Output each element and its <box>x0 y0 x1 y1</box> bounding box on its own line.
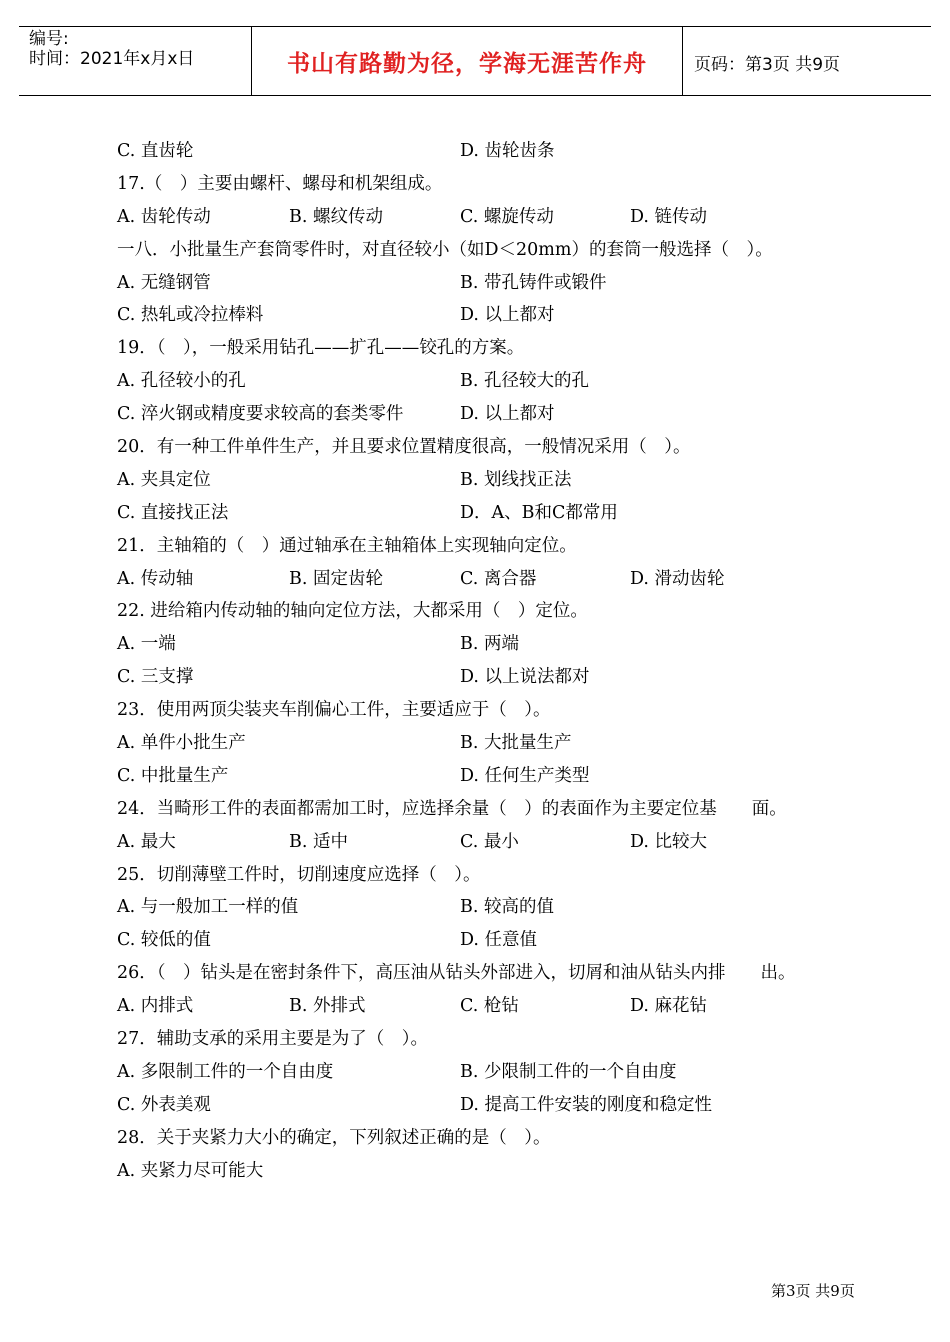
option-row <box>117 891 907 924</box>
option-row <box>117 497 907 530</box>
option-row <box>117 727 907 760</box>
option: A. 夹具定位 <box>117 469 211 490</box>
option: C. 较低的值 <box>117 930 211 951</box>
option: A. 齿轮传动 <box>117 206 211 227</box>
option: A. 单件小批生产 <box>117 733 246 754</box>
question-stem: 17.（ ）主要由螺杆、螺母和机架组成。 <box>117 173 443 194</box>
option: B. 孔径较大的孔 <box>460 371 589 392</box>
option: C. 外表美观 <box>117 1094 211 1115</box>
option-row <box>117 760 907 793</box>
option: C. 螺旋传动 <box>460 206 554 227</box>
option-row <box>117 135 907 168</box>
option: B. 两端 <box>460 634 519 655</box>
option: B. 固定齿轮 <box>289 568 383 589</box>
option: A. 多限制工件的一个自由度 <box>117 1061 334 1082</box>
option: A. 与一般加工一样的值 <box>117 897 299 918</box>
option: D. 任意值 <box>460 930 538 951</box>
option: C. 淬火钢或精度要求较高的套类零件 <box>117 404 404 425</box>
option: A. 内排式 <box>117 996 194 1017</box>
header-left <box>29 29 194 69</box>
option-row <box>117 299 907 332</box>
time-label: 时间：2021年x月x日 <box>29 49 195 69</box>
option: C. 离合器 <box>460 568 537 589</box>
question-stem: 26．（ ）钻头是在密封条件下，高压油从钻头外部进入，切屑和油从钻头内排 出。 <box>117 963 796 984</box>
option: B. 大批量生产 <box>460 733 572 754</box>
option-row <box>117 201 907 234</box>
option: C. 热轧或冷拉棒料 <box>117 305 264 326</box>
question-stem: 20．有一种工件单件生产，并且要求位置精度很高，一般情况采用（ ）。 <box>117 437 691 458</box>
option: D. 任何生产类型 <box>460 765 590 786</box>
option: D. 比较大 <box>630 831 708 852</box>
option-row <box>117 990 907 1023</box>
option: C. 直齿轮 <box>117 141 194 161</box>
option: D. 滑动齿轮 <box>630 568 725 589</box>
option-row <box>117 826 907 859</box>
option: A. 无缝钢管 <box>117 272 211 293</box>
header-page-label: 页码：第3页 共9页 <box>694 55 841 75</box>
question-stem: 23．使用两顶尖装夹车削偏心工件，主要适应于（ ）。 <box>117 700 551 721</box>
option: B. 带孔铸件或锻件 <box>460 272 607 293</box>
option-row <box>117 398 907 431</box>
option: D. 麻花钻 <box>630 996 708 1017</box>
option-row <box>117 464 907 497</box>
question-stem: 27．辅助支承的采用主要是为了（ ）。 <box>117 1029 429 1050</box>
question-list <box>117 135 907 1188</box>
option: C. 最小 <box>460 831 519 852</box>
option: B. 少限制工件的一个自由度 <box>460 1061 677 1082</box>
option: B. 螺纹传动 <box>289 206 383 227</box>
option: B. 较高的值 <box>460 897 554 918</box>
option: C. 枪钻 <box>460 996 519 1017</box>
option-row <box>117 267 907 300</box>
option: D. 齿轮齿条 <box>460 141 555 161</box>
option-row <box>117 1089 907 1122</box>
option: D. 以上说法都对 <box>460 667 590 688</box>
option-row <box>117 563 907 596</box>
option: D. 提高工件安装的刚度和稳定性 <box>460 1094 713 1115</box>
option-row <box>117 924 907 957</box>
option: D. 以上都对 <box>460 404 555 425</box>
option: A. 夹紧力尽可能大 <box>117 1160 264 1181</box>
question-stem: 一八．小批量生产套筒零件时，对直径较小（如D＜20mm）的套筒一般选择（ ）。 <box>117 239 773 260</box>
serial-label: 编号: <box>29 29 69 49</box>
page-header <box>19 26 931 96</box>
option-row <box>117 1056 907 1089</box>
option-row <box>117 661 907 694</box>
option: A. 孔径较小的孔 <box>117 371 246 392</box>
option-row <box>117 365 907 398</box>
option: B. 划线找正法 <box>460 469 572 490</box>
option: A. 一端 <box>117 634 176 655</box>
option-row <box>117 628 907 661</box>
question-stem: 22. 进给箱内传动轴的轴向定位方法，大都采用（ ）定位。 <box>117 601 588 622</box>
question-stem: 28．关于夹紧力大小的确定，下列叙述正确的是（ ）。 <box>117 1127 551 1148</box>
question-stem: 19．（ ），一般采用钻孔——扩孔——铰孔的方案。 <box>117 338 525 359</box>
option: C. 直接找正法 <box>117 502 229 523</box>
question-stem: 21．主轴箱的（ ）通过轴承在主轴箱体上实现轴向定位。 <box>117 535 577 556</box>
question-stem: 24．当畸形工件的表面都需加工时，应选择余量（ ）的表面作为主要定位基 面。 <box>117 798 787 819</box>
page-footer: 第3页 共9页 <box>771 1282 855 1300</box>
option: D. 链传动 <box>630 206 708 227</box>
option: D．A、B和C都常用 <box>460 502 618 523</box>
option: B. 外排式 <box>289 996 366 1017</box>
option: B. 适中 <box>289 831 348 852</box>
question-stem: 25．切削薄壁工件时，切削速度应选择（ ）。 <box>117 864 481 885</box>
option-row <box>117 1155 907 1188</box>
option: C. 三支撑 <box>117 667 194 688</box>
option: A. 最大 <box>117 831 176 852</box>
option: C. 中批量生产 <box>117 765 229 786</box>
option: D. 以上都对 <box>460 305 555 326</box>
header-motto: 书山有路勤为径，学海无涯苦作舟 <box>287 50 647 77</box>
option: A. 传动轴 <box>117 568 194 589</box>
